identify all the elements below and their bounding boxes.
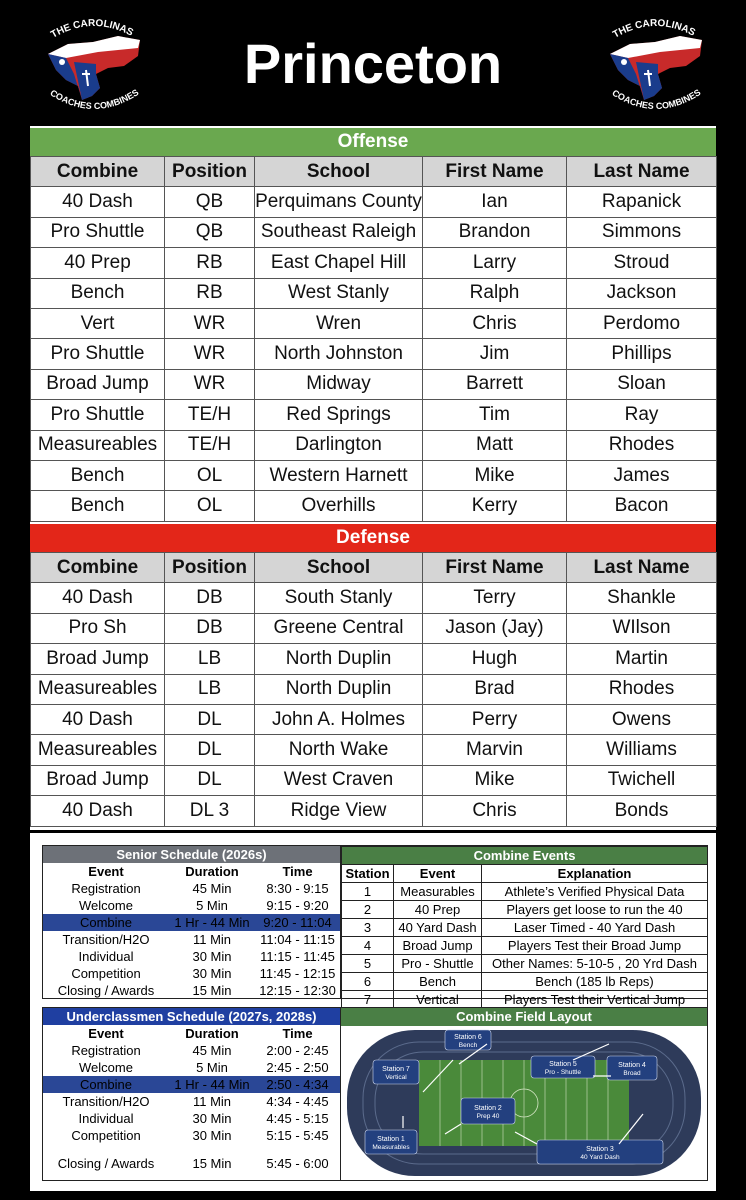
- cell-time: 5:45 - 6:00: [266, 1155, 329, 1171]
- offense-banner: Offense: [30, 128, 716, 156]
- table-row: [43, 1144, 340, 1182]
- cell-last-name: Shankle: [567, 583, 717, 613]
- station-name: Station 4: [618, 1062, 646, 1069]
- cell-combine: Broad Jump: [31, 369, 165, 399]
- station-7: [537, 1140, 663, 1164]
- cell-combine: Broad Jump: [31, 644, 165, 674]
- table-row: [342, 883, 708, 901]
- cell-first-name: Marvin: [423, 735, 567, 765]
- cell-event: Measurables: [394, 883, 482, 901]
- senior-schedule: [42, 845, 341, 999]
- station-event: Vertical: [385, 1074, 407, 1081]
- cell-duration: 15 Min: [192, 1155, 232, 1171]
- cell-duration: 5 Min: [196, 898, 228, 913]
- table-caption: Underclassmen Schedule (2027s, 2028s): [43, 1008, 340, 1025]
- column-header-first-name: First Name: [423, 553, 567, 583]
- cell-position: DL 3: [165, 796, 255, 826]
- station-6: [365, 1130, 417, 1154]
- table-row: [31, 308, 717, 338]
- cell-combine: Measureables: [31, 430, 165, 460]
- cell-first-name: Brad: [423, 674, 567, 704]
- cell-school: Wren: [255, 308, 423, 338]
- cell-explanation: Bench (185 lb Reps): [482, 973, 708, 991]
- cell-combine: Bench: [31, 460, 165, 490]
- cell-position: LB: [165, 674, 255, 704]
- table-row: [31, 248, 717, 278]
- cell-event: Transition/H2O: [62, 932, 150, 947]
- cell-event: 40 Yard Dash: [394, 919, 482, 937]
- cell-school: West Stanly: [255, 278, 423, 308]
- station-4: [607, 1056, 657, 1080]
- cell-first-name: Jim: [423, 339, 567, 369]
- station-3: [531, 1056, 595, 1078]
- station-event: Prep 40: [476, 1113, 500, 1120]
- field-diagram: [341, 1026, 707, 1180]
- cell-combine: Pro Sh: [31, 613, 165, 643]
- cell-last-name: Rhodes: [567, 430, 717, 460]
- cell-school: North Duplin: [255, 674, 423, 704]
- cell-event: Registration: [71, 881, 141, 896]
- cell-last-name: James: [567, 460, 717, 490]
- cell-last-name: Owens: [567, 704, 717, 734]
- senior-schedule-table: [43, 846, 340, 999]
- station-name: Station 3: [586, 1146, 614, 1153]
- cell-event: Competition: [71, 966, 141, 981]
- station-1: [445, 1030, 491, 1050]
- cell-school: John A. Holmes: [255, 704, 423, 734]
- cell-time: 11:15 - 11:45: [260, 949, 335, 964]
- cell-event: Combine: [43, 1076, 169, 1093]
- logo-top-text: THE CAROLINAS: [611, 17, 697, 41]
- table-row: [31, 735, 717, 765]
- cell-time: 11:04 - 11:15: [260, 932, 335, 947]
- cell-duration: 1 Hr - 44 Min: [169, 1076, 255, 1093]
- field-layout-title: Combine Field Layout: [341, 1008, 707, 1026]
- cell-combine: Broad Jump: [31, 765, 165, 795]
- column-header-first-name: First Name: [423, 157, 567, 187]
- cell-last-name: Ray: [567, 400, 717, 430]
- table-row: [31, 369, 717, 399]
- cell-position: RB: [165, 278, 255, 308]
- cell-first-name: Terry: [423, 583, 567, 613]
- cell-explanation: Athlete’s Verified Physical Data: [482, 883, 708, 901]
- table-caption: Senior Schedule (2026s): [43, 846, 340, 863]
- logo-top-text: THE CAROLINAS: [49, 17, 135, 41]
- cell-time: 9:20 - 11:04: [255, 914, 340, 931]
- table-row: [342, 919, 708, 937]
- station-event: Bench: [458, 1042, 478, 1049]
- column-header-combine: Combine: [31, 157, 165, 187]
- table-row: [31, 674, 717, 704]
- cell-event: 40 Prep: [394, 901, 482, 919]
- table-row: [43, 931, 340, 948]
- station-name: Station 1: [377, 1136, 405, 1143]
- station-event: 40 Yard Dash: [580, 1154, 620, 1161]
- cell-duration: 11 Min: [192, 932, 232, 947]
- table-row: [31, 644, 717, 674]
- cell-event: Individual: [78, 949, 134, 964]
- station-2: [373, 1060, 419, 1084]
- column-header-time: Time: [282, 864, 313, 879]
- cell-first-name: Larry: [423, 248, 567, 278]
- cell-school: North Duplin: [255, 644, 423, 674]
- column-header-event: Event: [88, 1026, 124, 1041]
- table-row: [342, 973, 708, 991]
- cell-school: Western Harnett: [255, 460, 423, 490]
- cell-position: QB: [165, 217, 255, 247]
- cell-position: DL: [165, 765, 255, 795]
- carolinas-logo: [600, 14, 712, 116]
- cell-first-name: Jason (Jay): [423, 613, 567, 643]
- cell-last-name: Bonds: [567, 796, 717, 826]
- cell-station: 5: [342, 955, 394, 973]
- cell-school: Overhills: [255, 491, 423, 521]
- station-name: Station 5: [549, 1061, 577, 1068]
- cell-combine: 40 Dash: [31, 583, 165, 613]
- cell-duration: 30 Min: [192, 966, 232, 981]
- cell-first-name: Mike: [423, 460, 567, 490]
- column-header-station: Station: [342, 865, 394, 883]
- offense-table: [30, 156, 717, 522]
- combine-events: [340, 845, 708, 1007]
- cell-duration: 5 Min: [196, 1060, 228, 1075]
- cell-combine: Measureables: [31, 735, 165, 765]
- table-row: [31, 217, 717, 247]
- table-caption-row: [43, 846, 340, 863]
- cell-first-name: Chris: [423, 796, 567, 826]
- column-header-event: Event: [394, 865, 482, 883]
- cell-last-name: Jackson: [567, 278, 717, 308]
- cell-duration: 11 Min: [192, 1094, 232, 1109]
- cell-last-name: Bacon: [567, 491, 717, 521]
- column-header-school: School: [255, 553, 423, 583]
- cell-school: South Stanly: [255, 583, 423, 613]
- column-header-position: Position: [165, 553, 255, 583]
- table-row: [43, 914, 340, 931]
- table-row: [31, 278, 717, 308]
- schedule-panel: [30, 833, 716, 1191]
- cell-last-name: Simmons: [567, 217, 717, 247]
- cell-combine: 40 Dash: [31, 796, 165, 826]
- cell-duration: 30 Min: [192, 1111, 232, 1126]
- cell-combine: Vert: [31, 308, 165, 338]
- cell-school: Darlington: [255, 430, 423, 460]
- cell-event: Individual: [78, 1111, 134, 1126]
- table-row: [31, 704, 717, 734]
- column-header-time: Time: [282, 1026, 313, 1041]
- table-row: [43, 1042, 340, 1059]
- cell-event: Transition/H2O: [62, 1094, 150, 1109]
- cell-last-name: Stroud: [567, 248, 717, 278]
- cell-first-name: Chris: [423, 308, 567, 338]
- cell-explanation: Players get loose to run the 40: [482, 901, 708, 919]
- table-row: [342, 991, 708, 1009]
- table-row: [31, 613, 717, 643]
- station-event: Measurables: [372, 1144, 410, 1151]
- station-name: Station 6: [454, 1034, 482, 1041]
- cell-position: DL: [165, 735, 255, 765]
- cell-duration: 30 Min: [192, 1128, 232, 1143]
- cell-combine: Bench: [31, 278, 165, 308]
- cell-combine: Pro Shuttle: [31, 217, 165, 247]
- cell-first-name: Tim: [423, 400, 567, 430]
- table-header-row: [43, 863, 340, 880]
- table-row: [31, 796, 717, 826]
- cell-position: QB: [165, 187, 255, 217]
- table-row: [31, 187, 717, 217]
- cell-event: Vertical: [394, 991, 482, 1009]
- cell-position: WR: [165, 369, 255, 399]
- cell-event: Bench: [394, 973, 482, 991]
- cell-first-name: Hugh: [423, 644, 567, 674]
- header: [30, 4, 716, 126]
- cell-duration: 1 Hr - 44 Min: [169, 914, 255, 931]
- cell-station: 1: [342, 883, 394, 901]
- cell-position: TE/H: [165, 400, 255, 430]
- table-caption: Combine Events: [342, 847, 708, 865]
- table-row: [43, 948, 340, 965]
- cell-event: Registration: [71, 1043, 141, 1058]
- cell-first-name: Ralph: [423, 278, 567, 308]
- table-row: [43, 1059, 340, 1076]
- cell-first-name: Barrett: [423, 369, 567, 399]
- cell-position: WR: [165, 308, 255, 338]
- table-row: [43, 880, 340, 897]
- cell-combine: Bench: [31, 491, 165, 521]
- cell-position: TE/H: [165, 430, 255, 460]
- cell-school: Red Springs: [255, 400, 423, 430]
- table-row: [43, 1093, 340, 1110]
- cell-school: Perquimans County: [255, 187, 423, 217]
- cell-last-name: Perdomo: [567, 308, 717, 338]
- column-header-position: Position: [165, 157, 255, 187]
- column-header-combine: Combine: [31, 553, 165, 583]
- cell-position: LB: [165, 644, 255, 674]
- cell-last-name: Phillips: [567, 339, 717, 369]
- defense-table: [30, 552, 717, 827]
- station-event: Broad: [623, 1070, 641, 1077]
- column-header-duration: Duration: [185, 1026, 239, 1041]
- cell-last-name: Williams: [567, 735, 717, 765]
- defense-rows: [31, 583, 717, 826]
- table-row: [31, 339, 717, 369]
- cell-event: Welcome: [79, 1060, 133, 1075]
- logo-bottom-text: COACHES COMBINES: [48, 87, 141, 112]
- cell-position: OL: [165, 460, 255, 490]
- cell-school: Greene Central: [255, 613, 423, 643]
- cell-first-name: Kerry: [423, 491, 567, 521]
- cell-combine: Pro Shuttle: [31, 339, 165, 369]
- cell-position: WR: [165, 339, 255, 369]
- cell-station: 7: [342, 991, 394, 1009]
- underclassmen-schedule: [42, 1007, 341, 1181]
- cell-duration: 45 Min: [192, 1043, 232, 1058]
- cell-event: Combine: [43, 914, 169, 931]
- cell-time: 12:15 - 12:30: [259, 983, 336, 998]
- table-row: [342, 955, 708, 973]
- cell-event: Closing / Awards: [57, 1155, 155, 1171]
- cell-station: 6: [342, 973, 394, 991]
- cell-time: 2:50 - 4:34: [255, 1076, 340, 1093]
- table-row: [43, 1110, 340, 1127]
- cell-last-name: Rhodes: [567, 674, 717, 704]
- table-row: [43, 1127, 340, 1144]
- cell-duration: 15 Min: [192, 983, 232, 998]
- cell-school: North Johnston: [255, 339, 423, 369]
- combine-field-layout: [340, 1007, 708, 1181]
- cell-station: 3: [342, 919, 394, 937]
- defense-header-row: [31, 553, 717, 583]
- cell-combine: 40 Dash: [31, 704, 165, 734]
- column-header-explanation: Explanation: [482, 865, 708, 883]
- cell-station: 4: [342, 937, 394, 955]
- cell-school: Midway: [255, 369, 423, 399]
- offense-rows: [31, 187, 717, 521]
- cell-last-name: Twichell: [567, 765, 717, 795]
- column-header-duration: Duration: [185, 864, 239, 879]
- column-header-last-name: Last Name: [567, 553, 717, 583]
- station-5: [461, 1098, 515, 1124]
- cell-first-name: Brandon: [423, 217, 567, 247]
- table-row: [31, 400, 717, 430]
- logo-bottom-text: COACHES COMBINES: [610, 87, 703, 112]
- table-row: [31, 460, 717, 490]
- cell-school: Southeast Raleigh: [255, 217, 423, 247]
- cell-duration: 45 Min: [192, 881, 232, 896]
- cell-event: Pro - Shuttle: [394, 955, 482, 973]
- table-row: [342, 937, 708, 955]
- table-header-row: [342, 865, 708, 883]
- cell-last-name: Sloan: [567, 369, 717, 399]
- cell-position: DB: [165, 583, 255, 613]
- cell-first-name: Mike: [423, 765, 567, 795]
- table-header-row: [43, 1025, 340, 1042]
- cell-last-name: Rapanick: [567, 187, 717, 217]
- defense-banner: Defense: [30, 524, 716, 552]
- table-row: [43, 1076, 340, 1093]
- cell-explanation: Other Names: 5-10-5 , 20 Yrd Dash: [482, 955, 708, 973]
- cell-combine: 40 Dash: [31, 187, 165, 217]
- table-row: [43, 965, 340, 982]
- cell-explanation: Laser Timed - 40 Yard Dash: [482, 919, 708, 937]
- cell-position: OL: [165, 491, 255, 521]
- table-row: [31, 765, 717, 795]
- cell-event: Welcome: [79, 898, 133, 913]
- cell-time: 4:34 - 4:45: [266, 1094, 329, 1109]
- cell-school: North Wake: [255, 735, 423, 765]
- cell-combine: Pro Shuttle: [31, 400, 165, 430]
- cell-position: DB: [165, 613, 255, 643]
- table-row: [43, 897, 340, 914]
- cell-duration: 30 Min: [192, 949, 232, 964]
- cell-position: DL: [165, 704, 255, 734]
- table-row: [31, 583, 717, 613]
- cell-time: 4:45 - 5:15: [266, 1111, 329, 1126]
- roster-sheet: [30, 4, 716, 830]
- station-event: Pro - Shuttle: [544, 1069, 582, 1076]
- cell-event: Competition: [71, 1128, 141, 1143]
- underclassmen-schedule-table: [43, 1008, 340, 1182]
- cell-station: 2: [342, 901, 394, 919]
- cell-school: East Chapel Hill: [255, 248, 423, 278]
- cell-school: West Craven: [255, 765, 423, 795]
- station-name: Station 7: [382, 1066, 410, 1073]
- combine-events-table: [341, 846, 708, 1009]
- cell-time: 8:30 - 9:15: [266, 881, 329, 896]
- table-caption-row: [43, 1008, 340, 1025]
- table-row: [342, 901, 708, 919]
- cell-time: 9:15 - 9:20: [266, 898, 329, 913]
- cell-time: 11:45 - 12:15: [259, 966, 336, 981]
- cell-event: Broad Jump: [394, 937, 482, 955]
- station-name: Station 2: [474, 1105, 502, 1112]
- column-header-school: School: [255, 157, 423, 187]
- table-row: [43, 982, 340, 999]
- column-header-event: Event: [88, 864, 124, 879]
- cell-last-name: WIlson: [567, 613, 717, 643]
- cell-time: 5:15 - 5:45: [266, 1128, 329, 1143]
- column-header-last-name: Last Name: [567, 157, 717, 187]
- offense-header-row: [31, 157, 717, 187]
- table-row: [31, 491, 717, 521]
- cell-combine: Measureables: [31, 674, 165, 704]
- cell-combine: 40 Prep: [31, 248, 165, 278]
- cell-first-name: Perry: [423, 704, 567, 734]
- cell-time: 2:45 - 2:50: [266, 1060, 329, 1075]
- carolinas-logo: [38, 14, 150, 116]
- cell-position: RB: [165, 248, 255, 278]
- table-caption-row: [342, 847, 708, 865]
- cell-first-name: Ian: [423, 187, 567, 217]
- cell-time: 2:00 - 2:45: [266, 1043, 329, 1058]
- cell-explanation: Players Test their Broad Jump: [482, 937, 708, 955]
- cell-school: Ridge View: [255, 796, 423, 826]
- table-row: [31, 430, 717, 460]
- cell-first-name: Matt: [423, 430, 567, 460]
- cell-explanation: Players Test their Vertical Jump: [482, 991, 708, 1009]
- cell-event: Closing / Awards: [57, 983, 155, 998]
- page-title: Princeton: [243, 32, 503, 95]
- cell-last-name: Martin: [567, 644, 717, 674]
